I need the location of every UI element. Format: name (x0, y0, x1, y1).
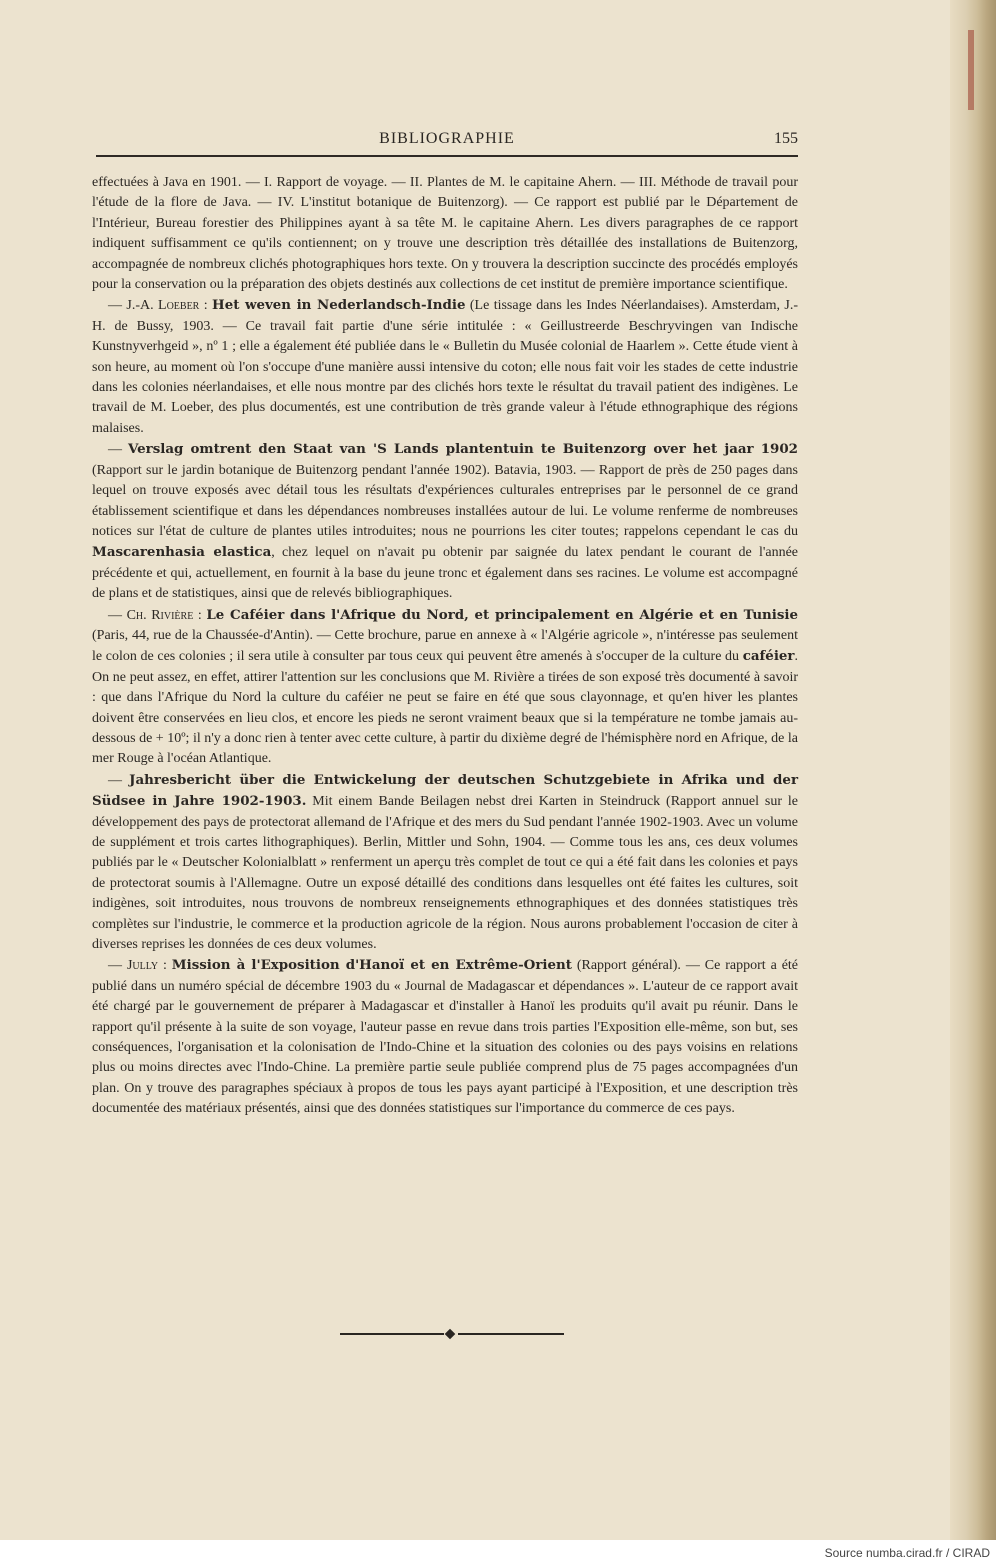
entry-species-name: Mascarenhasia elastica (92, 544, 272, 561)
entry-separator: : (193, 607, 207, 623)
entry-title: Le Caféier dans l'Afrique du Nord, et principalement en Algérie et en Tunisie (206, 606, 799, 623)
ornament-diamond-icon (445, 1329, 456, 1340)
header-rule (96, 155, 798, 157)
entry-author: Jully (126, 958, 159, 974)
book-binding-stain (968, 30, 974, 110)
entry-loeber (92, 295, 798, 439)
entry-dash: — (108, 607, 127, 623)
entry-text: . On ne peut assez, en effet, attirer l'attention sur les conclusions que M. Rivière a tirées de son exposé très documenté à savoir : que dans l'Afrique du Nord la culture du caféier ne peut se faire en été que sous clayonnage, et qu'en hiver les plantes doivent être conservées en lieu clos, et encore les pieds ne seront vraiment beaux que si la température ne tombe jamais au-dessous de + 10º; il n'y a donc rien à tenter avec cette culture, à partir du dixième degré de l'hémisphère nord en Afrique, de la mer Rouge à l'océan Atlantique. (92, 649, 798, 767)
source-credit: Source numba.cirad.fr / CIRAD (824, 1546, 990, 1560)
page-header (96, 130, 798, 152)
entry-keyword: caféier (742, 648, 795, 665)
entry-title: Het weven in Nederlandsch-Indie (212, 297, 466, 314)
entry-dash: — (108, 298, 127, 314)
entry-text: (Le tissage dans les Indes Néerlandaises). Amsterdam, J.-H. de Bussy, 1903. — Ce travail fait partie d'une série intitulée : « Geillustreerde Beschryvingen van Indische Kunstnyverhgeid », nº 1 ; elle a également été publiée dans le « Bulletin du Musée colonial de Haarlem ». Cette étude vient à son heure, au moment où l'on s'occupe d'une manière aussi intensive du coton; elle nous fait voir les stades de cette industrie dans les colonies néerlandaises, et elle nous montre par des clichés hors texte le résultat du travail patient des indigènes. Le travail de M. Loeber, des plus documentés, est une contribution de très grande valeur à l'étude ethnographique des régions malaises. (92, 298, 799, 436)
ornament-line-left (340, 1333, 444, 1335)
entry-title: Verslag omtrent den Staat van 'S Lands plantentuin te Buitenzorg over het jaar 1902 (127, 441, 798, 458)
book-page-edges (950, 0, 996, 1540)
ornament-line-right (458, 1333, 564, 1335)
entry-text: (Rapport sur le jardin botanique de Buitenzorg pendant l'année 1902). Batavia, 1903. — Rapport de près de 250 pages dans lequel on trouve exposés avec détail tous les résultats d'expériences culturales entreprises par le personnel de ce grand établissement scientifique et dans les dépendances nombreuses installées autour de lui. Le volume renferme de nombreuses notices sur l'état de culture de plantes utiles introduites; nous ne pourrions les citer toutes; rappelons cependant le cas du (92, 462, 798, 539)
entry-jully (92, 955, 798, 1119)
entry-title: Jahresbericht über die Entwickelung der deutschen Schutzgebiete in Afrika und der Südsee in Jahre 1902-1903. (92, 771, 798, 810)
running-head: BIBLIOGRAPHIE (379, 130, 515, 147)
entry-dash: — (108, 442, 128, 458)
entry-title: Mission à l'Exposition d'Hanoï et en Extrême-Orient (171, 957, 572, 974)
paragraph-continuation (92, 173, 798, 295)
entry-dash: — (108, 958, 127, 974)
entry-text: Mit einem Bande Beilagen nebst drei Karten in Steindruck (Rapport annuel sur le développement des pays de protectorat allemand de l'Afrique et des mers du Sud pendant l'année 1902-1903. Avec un volume de supplément et trois cartes lithographiques). Berlin, Mittler und Sohn, 1904. — Comme tous les ans, ces deux volumes publiés par le « Deutscher Kolonialblatt » renferment un aperçu très complet de tout ce qui a été fait dans les colonies et pays de protectorat soumis à l'Allemagne. Outre un exposé détaillé des conditions dans lesquelles ont été faites les cultures, soit indigènes, soit introduites, nous trouvons de nombreux renseignements ethnographiques et des données statistiques très complètes sur l'industrie, le commerce et la production agricole de la région. Nous aurons probablement l'occasion de citer à diverses reprises les données de ces deux volumes. (92, 794, 798, 953)
entry-text: (Rapport général). — Ce rapport a été publié dans un numéro spécial de décembre 1903 du « Journal de Madagascar et dépendances ». L'auteur de ce rapport avait été chargé par le gouvernement de préparer à Madagascar et d'installer à Hanoï les produits qu'il avait pu réunir. Dans le rapport qu'il présente à la suite de son voyage, l'auteur passe en revue dans trois parties l'Exposition elle-même, son but, ses conséquences, l'organisation et la colonisation de l'Indo-Chine et la situation des colonies ou des pays voisins en relations plus ou moins directes avec l'Indo-Chine. La première partie seule publiée comprend plus de 75 pages accompagnées d'un plan. On y trouve des paragraphes spéciaux à propos de tous les pays ayant participé à l'Exposition, et une description très documentée des matériaux présentés, ainsi que des données statistiques sur l'importance du commerce de ces pays. (92, 958, 799, 1117)
entry-separator: : (199, 298, 213, 314)
entry-text: , chez lequel on n'avait pu obtenir par saignée du latex pendant le courant de l'année précédente et qui, actuellement, en fournit à la base du jeune tronc et également dans ses racines. Le volume est accompagné de plans et de statistiques, ainsi que de relevés bibliographiques. (92, 545, 798, 602)
entry-text: (Paris, 44, rue de la Chaussée-d'Antin). — Cette brochure, parue en annexe à « l'Algérie agricole », n'intéresse pas seulement le colon de ces colonies ; il sera utile à consulter par tous ceux qui peuvent être amenés à s'occuper de la culture du (92, 627, 798, 665)
entry-verslag (92, 439, 798, 604)
entry-author: Ch. Rivière (126, 607, 194, 623)
entry-jahresbericht (92, 770, 798, 956)
entry-dash: — (108, 772, 130, 788)
paragraph-text: effectuées à Java en 1901. — I. Rapport de voyage. — II. Plantes de M. le capitaine Ahern. — III. Méthode de travail pour l'étude de la flore de Java. — IV. L'institut botanique de Buitenzorg). — Ce rapport est publié par le Département de l'Intérieur, Bureau forestier des Philippines ayant à sa tête M. le capitaine Ahern. Les divers paragraphes de ce rapport indiquent suffisamment ce qu'ils contiennent; on y trouve une description très détaillée des installations de Buitenzorg, accompagnée de nombreux clichés photographiques hors texte. On y trouvera la description succincte des procédés employés pour la conservation ou la préparation des objets destinés aux collections de cet institut de première importance scientifique. (92, 175, 798, 293)
bibliography-text (92, 173, 798, 1120)
end-ornament (340, 1327, 564, 1341)
entry-author: J.-A. Loeber (126, 298, 200, 314)
entry-separator: : (158, 958, 172, 974)
page-number: 155 (774, 130, 798, 147)
entry-riviere (92, 605, 798, 770)
